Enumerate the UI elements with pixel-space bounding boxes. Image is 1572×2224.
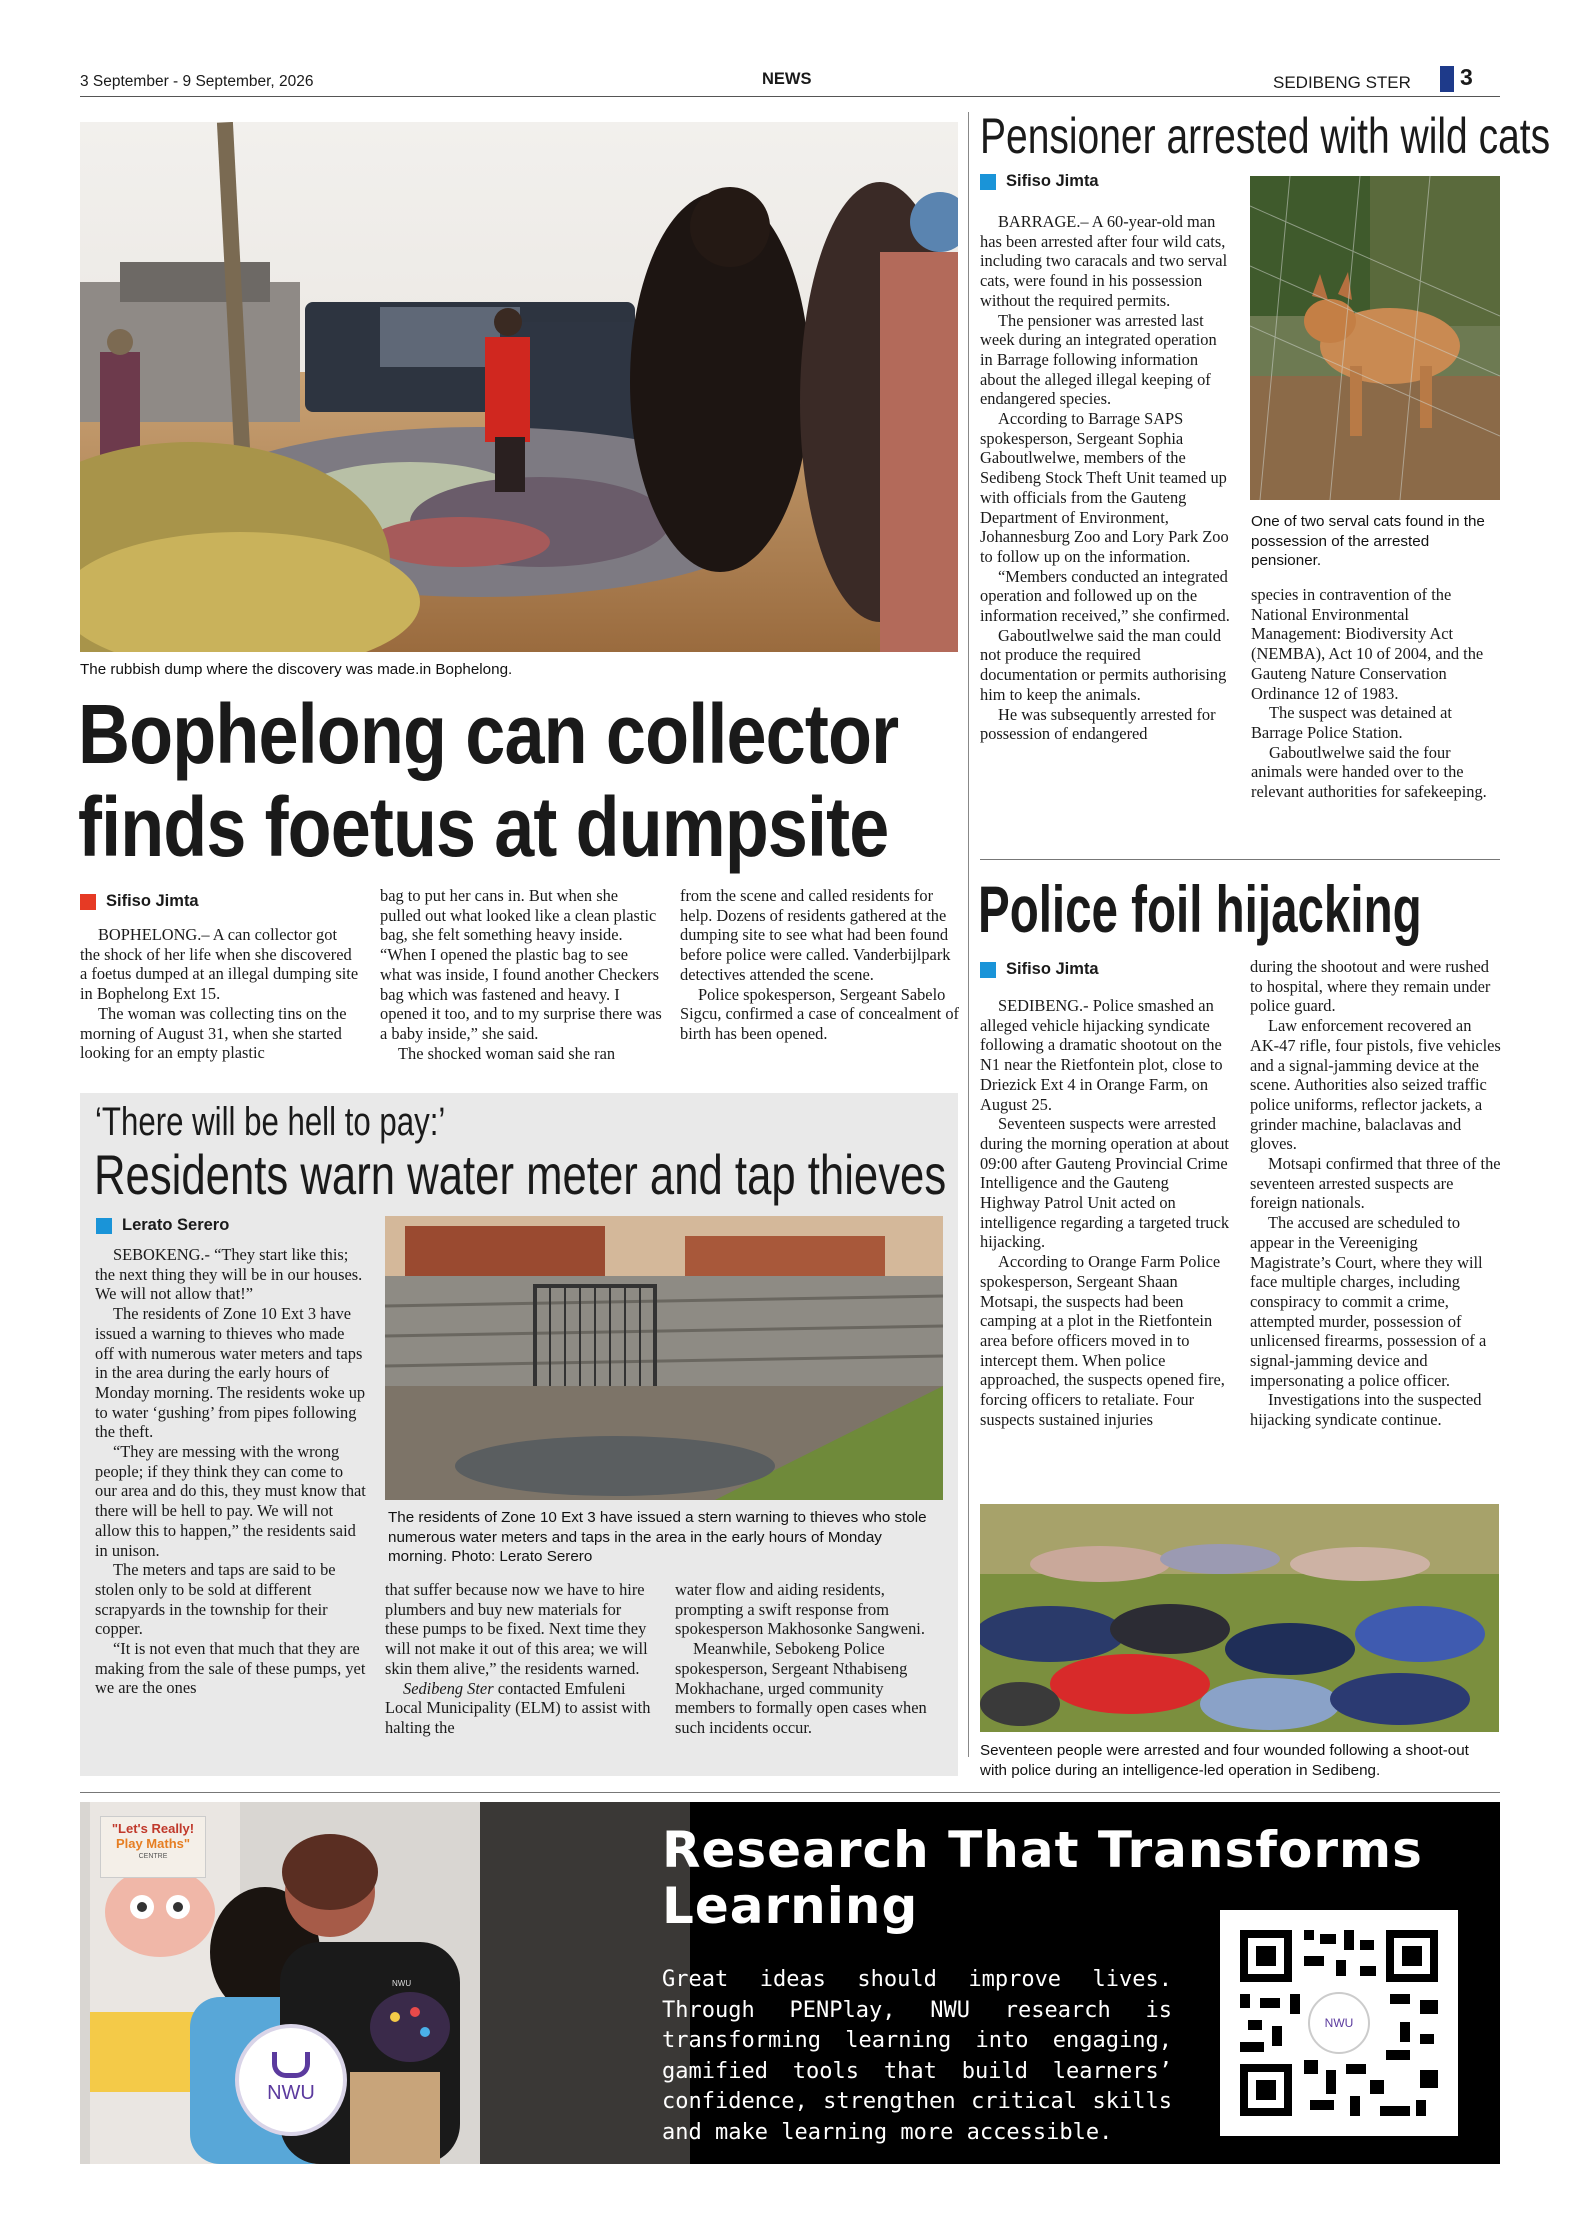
paragraph: during the shootout and were rushed to hospital, where they remain under police guard.: [1250, 957, 1491, 1016]
paragraph: that suffer because now we have to hire plumbers and buy new materials for these pumps to be fixed. Next time they will not make it out of this area; we will skin them alive,” the residents warned.: [385, 1580, 648, 1678]
hijack-headline: Police foil hijacking: [978, 872, 1422, 946]
paragraph: According to Orange Farm Police spokesperson, Sergeant Shaan Motsapi, the suspects had been camping at a plot in the Rietfontein area before officers moved in to intercept them. When police approached, the suspects opened fire, forcing officers to retaliate. Four suspects sustained injuries: [980, 1252, 1225, 1429]
pensioner-col1: [980, 212, 1230, 744]
nwu-logo-mark: [272, 2052, 310, 2078]
byline-name: Sifiso Jimta: [1006, 172, 1099, 190]
paragraph: “It is not even that much that they are making from the sale of these pumps, yet we are the ones: [95, 1639, 366, 1698]
ad-rule: [80, 1792, 1500, 1793]
byline-name: Lerato Serero: [122, 1216, 230, 1234]
nwu-logo: [235, 2024, 347, 2136]
paragraph: from the scene and called residents for help. Dozens of residents gathered at the dumping site to see what had been found before police were called. Vanderbijlpark detectives attended the scene.: [680, 886, 951, 984]
serval-caption: One of two serval cats found in the possession of the arrested pensioner.: [1251, 513, 1485, 569]
paragraph: The pensioner was arrested last week during an integrated operation in Barrage following information about the alleged illegal keeping of endangered species.: [980, 310, 1217, 409]
paragraph: Police spokesperson, Sergeant Sabelo Sigcu, confirmed a case of concealment of birth has been opened.: [680, 984, 959, 1043]
paragraph-text: contacted Emfuleni Local Municipality (ELM) to assist with halting the: [385, 1678, 651, 1737]
section-rule: [980, 859, 1500, 860]
foetus-headline-line2: finds foetus at dumpsite: [78, 780, 889, 874]
ad-sign-line3: CENTRE: [138, 1853, 168, 1860]
byline-marker: [96, 1218, 112, 1234]
paragraph: Investigations into the suspected hijacking syndicate continue.: [1250, 1390, 1482, 1430]
hijack-col1: [980, 996, 1230, 1429]
paragraph: species in contravention of the National Environmental Management: Biodiversity Act (NEMBA), Act 10 of 2004, and the Gauteng Nature Conservation Ordinance 12 of 1983.: [1251, 585, 1484, 703]
foetus-col3: [680, 886, 962, 1044]
paragraph: The residents of Zone 10 Ext 3 have issued a warning to thieves who made off with numerous water meters and taps in the area during the early hours of Monday morning. The residents woke up to water ‘gushing’ from pipes following the theft.: [95, 1304, 366, 1442]
paragraph: The accused are scheduled to appear in the Vereeniging Magistrate’s Court, where they will face multiple charges, including conspiracy to commit a crime, attempted murder, possession of unlicensed firearms, possession of a signal-jamming device and impersonating a police officer.: [1250, 1213, 1487, 1390]
ad-body: Great ideas should improve lives. Through PENPlay, NWU research is transforming learning into engaging, gamified tools that build learners’ confidence, strengthen critical skills and make learning more accessible.: [662, 1967, 1172, 2145]
foetus-col1: [80, 925, 360, 1063]
qr-center-label: NWU: [1324, 2016, 1354, 2030]
paper-name: Sedibeng Ster: [403, 1678, 494, 1698]
paragraph: The shocked woman said she ran: [398, 1043, 616, 1063]
paragraph: BOPHELONG.– A can collector got the shock of her life when she discovered a foetus dumped at an illegal dumping site in Bophelong Ext 15.: [80, 925, 359, 1004]
paragraph: BARRAGE.– A 60-year-old man has been arrested after four wild cats, including two caracals and two serval cats, were found in his possession without the required permits.: [980, 212, 1228, 310]
water-col2: [385, 1580, 657, 1738]
header-rule: [80, 96, 1500, 97]
paragraph: Law enforcement recovered an AK-47 rifle, four pistols, five vehicles and a signal-jamming device at the scene. Authorities also seized traffic police uniforms, reflector jackets, a grinder machine, balaclavas and gloves.: [1250, 1016, 1501, 1154]
column-divider: [968, 112, 969, 1757]
byline-name: Sifiso Jimta: [1006, 960, 1099, 978]
wall-photo: [385, 1216, 943, 1500]
water-col3: [675, 1580, 947, 1738]
staff-badge: NWU: [392, 1979, 412, 1988]
paragraph: Meanwhile, Sebokeng Police spokesperson, Sergeant Nthabiseng Mokhachane, urged community members to formally open cases when such incidents occur.: [675, 1639, 927, 1737]
dumpsite-caption: The rubbish dump where the discovery was made.in Bophelong.: [80, 661, 513, 678]
paragraph: The suspect was detained at Barrage Police Station.: [1251, 703, 1452, 742]
header-marker: [1440, 66, 1454, 92]
paragraph: SEBOKENG.- “They start like this; the next thing they will be in our houses. We will not allow that!”: [95, 1245, 363, 1304]
foetus-headline-line1: Bophelong can collector: [78, 687, 899, 781]
paragraph: He was subsequently arrested for possession of endangered: [980, 704, 1216, 744]
ad-headline-line1: Research That Transforms: [662, 1821, 1423, 1879]
pensioner-byline: [980, 172, 1099, 191]
page-number: 3: [1460, 64, 1473, 90]
paragraph: water flow and aiding residents, prompting a swift response from spokesperson Makhosonke Sangweni.: [675, 1580, 925, 1639]
paragraph: [385, 1679, 657, 1738]
pensioner-headline: Pensioner arrested with wild cats: [980, 108, 1551, 164]
paragraph: SEDIBENG.- Police smashed an alleged vehicle hijacking syndicate following a dramatic shootout on the N1 near the Rietfontein plot, close to Driezick Ext 4 in Orange Farm, on August 25.: [980, 996, 1223, 1114]
paragraph: Gaboutlwelwe said the man could not produce the required documentation or permits authorising him to keep the animals.: [980, 625, 1227, 704]
ad-sign-line2: Play Maths": [115, 1836, 191, 1851]
paragraph: “They are messing with the wrong people; if they think they can come to our area and do this, they must know that there will be hell to pay. We will not allow this to happen,” the residents said in unison.: [95, 1442, 366, 1560]
suspects-photo: [980, 1504, 1499, 1732]
water-headline: Residents warn water meter and tap thieves: [94, 1143, 947, 1206]
paragraph: bag to put her cans in. But when she pulled out what looked like a clean plastic bag, she felt something heavy inside. “When I opened the plastic bag to see what was inside, I found another Checkers bag which was fastened and heavy. I opened it too, and to my surprise there was a baby inside,” she said.: [380, 886, 662, 1043]
header-section: NEWS: [762, 70, 812, 88]
header-paper: SEDIBENG STER: [1273, 73, 1411, 92]
nwu-ad: [80, 1802, 1500, 2164]
paragraph: The meters and taps are said to be stolen only to be sold at different scrapyards in the township for their copper.: [95, 1560, 336, 1639]
dumpsite-photo: [80, 122, 958, 652]
hijack-byline: [980, 960, 1099, 979]
ad-headline-line2: Learning: [662, 1877, 919, 1935]
foetus-col2: [380, 886, 662, 1063]
header-date: 3 September - 9 September, 2026: [80, 73, 314, 90]
byline-name: Sifiso Jimta: [106, 892, 199, 910]
paragraph: Motsapi confirmed that three of the seventeen arrested suspects are foreign nationals.: [1250, 1154, 1501, 1213]
paragraph: The woman was collecting tins on the morning of August 31, when she started looking for an empty plastic: [80, 1003, 347, 1063]
byline-marker: [980, 962, 996, 978]
foetus-byline: [80, 892, 199, 911]
byline-marker: [80, 894, 96, 910]
nwu-logo-text: NWU: [267, 2082, 315, 2104]
water-byline: [96, 1216, 229, 1235]
suspects-caption: Seventeen people were arrested and four wounded following a shoot-out with police during an intelligence-led operation in Sedibeng.: [980, 1742, 1469, 1779]
ad-sign: [100, 1816, 206, 1878]
qr-code: [1220, 1910, 1458, 2136]
pensioner-col2: [1251, 585, 1501, 802]
ad-sign-line1: "Let's Really!: [111, 1821, 195, 1836]
paragraph: Gaboutlwelwe said the four animals were handed over to the relevant authorities for safekeeping.: [1251, 742, 1487, 802]
wall-caption: The residents of Zone 10 Ext 3 have issued a stern warning to thieves who stole numerous water meters and taps in the area in the early hours of Monday morning. Photo: Lerato Serero: [388, 1509, 927, 1565]
water-kicker: ‘There will be hell to pay:’: [95, 1100, 446, 1144]
paragraph: Seventeen suspects were arrested during the morning operation at about 09:00 after Gauteng Provincial Crime Intelligence and the Gauteng Highway Patrol Unit acted on intelligence regarding a targeted truck hijacking.: [980, 1114, 1230, 1252]
water-col1: [95, 1245, 367, 1698]
paragraph: “Members conducted an integrated operation and followed up on the information received,” she confirmed.: [980, 566, 1230, 626]
byline-marker: [980, 174, 996, 190]
hijack-col2: [1250, 957, 1502, 1430]
serval-photo: [1250, 176, 1500, 500]
paragraph: According to Barrage SAPS spokesperson, Sergeant Sophia Gaboutlwelwe, members of the Sedibeng Stock Theft Unit teamed up with officials from the Gauteng Department of Environment, Johannesburg Zoo and Lory Park Zoo to follow up on the information.: [980, 409, 1229, 566]
